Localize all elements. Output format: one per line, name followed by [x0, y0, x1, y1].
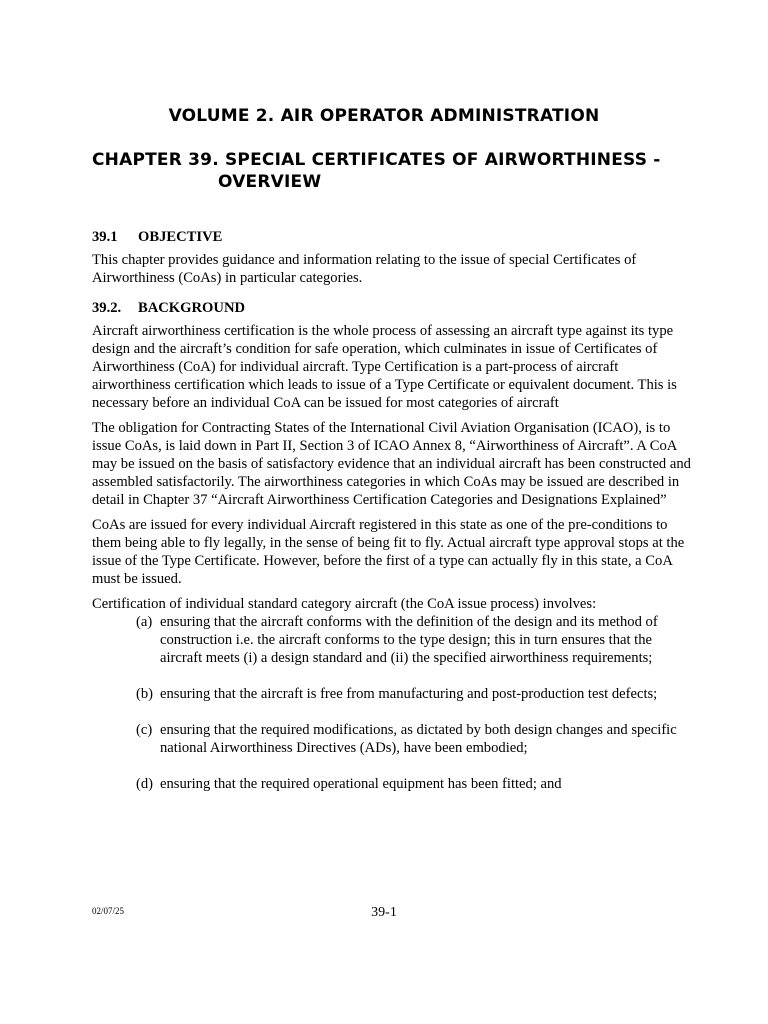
- section-title: BACKGROUND: [138, 300, 246, 316]
- list-marker: (b): [136, 686, 154, 702]
- objective-paragraph: This chapter provides guidance and information relating to the issue of special Certificates of Airworthiness (CoAs) in particular categories.: [92, 252, 637, 286]
- list-item-text: ensuring that the required modifications, as dictated by both design changes and specific national Airworthiness Directives (ADs), have been embodied;: [160, 722, 677, 756]
- volume-title: VOLUME 2. AIR OPERATOR ADMINISTRATION: [168, 106, 600, 126]
- section-number: 39.1: [92, 229, 118, 245]
- footer-date: 02/07/25: [92, 906, 125, 916]
- list-marker: (d): [136, 776, 154, 792]
- list-item: [92, 721, 692, 757]
- section-heading-objective: [92, 228, 692, 246]
- page-number: 39-1: [371, 905, 397, 920]
- list-item-text: ensuring that the aircraft is free from manufacturing and post-production test defects;: [160, 686, 658, 702]
- section-number: 39.2.: [92, 300, 122, 316]
- background-paragraph-2: The obligation for Contracting States of the International Civil Aviation Organisation (ICAO), is to issue CoAs, is laid down in Part II, Section 3 of ICAO Annex 8, “Airworthiness of Aircraft”. A CoA may be issued on the basis of satisfactory evidence that an individual aircraft has been constructed and assembled satisfactorily. The airworthiness categories in which CoAs may be issued are described in detail in Chapter 37 “Aircraft Airworthiness Certification Categories and Designations Explained”: [92, 420, 691, 508]
- background-paragraph-1: Aircraft airworthiness certification is the whole process of assessing an aircraft type against its type design and the aircraft’s condition for safe operation, which culminates in issue of Certificates of Airworthiness (CoA) for individual aircraft. Type Certification is a part-process of aircraft airworthiness certification which leads to issue of a Type Certificate or equivalent document. This is necessary before an individual CoA can be issued for most categories of aircraft: [92, 323, 677, 411]
- document-body: [92, 228, 692, 811]
- section-heading-background: [92, 299, 692, 317]
- list-intro: Certification of individual standard category aircraft (the CoA issue process) involves:: [92, 596, 597, 612]
- list-marker: (c): [136, 722, 153, 738]
- background-paragraph-3: CoAs are issued for every individual Aircraft registered in this state as one of the pre-conditions to them being able to fly legally, in the sense of being fit to fly. Actual aircraft type approval stops at the issue of the Type Certificate. However, before the first of a type can actually fly in this state, a CoA must be issued.: [92, 517, 685, 587]
- list-item: [92, 775, 692, 793]
- section-title: OBJECTIVE: [138, 229, 223, 245]
- list-item: [92, 685, 692, 703]
- list-item-text: ensuring that the aircraft conforms with the definition of the design and its method of construction i.e. the aircraft conforms to the type design; this in turn ensures that the aircraft meets (i) a design standard and (ii) the specified airworthiness requirements;: [160, 614, 658, 666]
- list-marker: (a): [136, 614, 153, 630]
- certification-steps-list: [92, 613, 692, 793]
- chapter-title-line1: CHAPTER 39. SPECIAL CERTIFICATES OF AIRWORTHINESS -: [92, 150, 661, 170]
- chapter-title-line2: OVERVIEW: [218, 172, 322, 192]
- list-item: [92, 613, 692, 667]
- list-item-text: ensuring that the required operational equipment has been fitted; and: [160, 776, 562, 792]
- chapter-title: [92, 149, 682, 193]
